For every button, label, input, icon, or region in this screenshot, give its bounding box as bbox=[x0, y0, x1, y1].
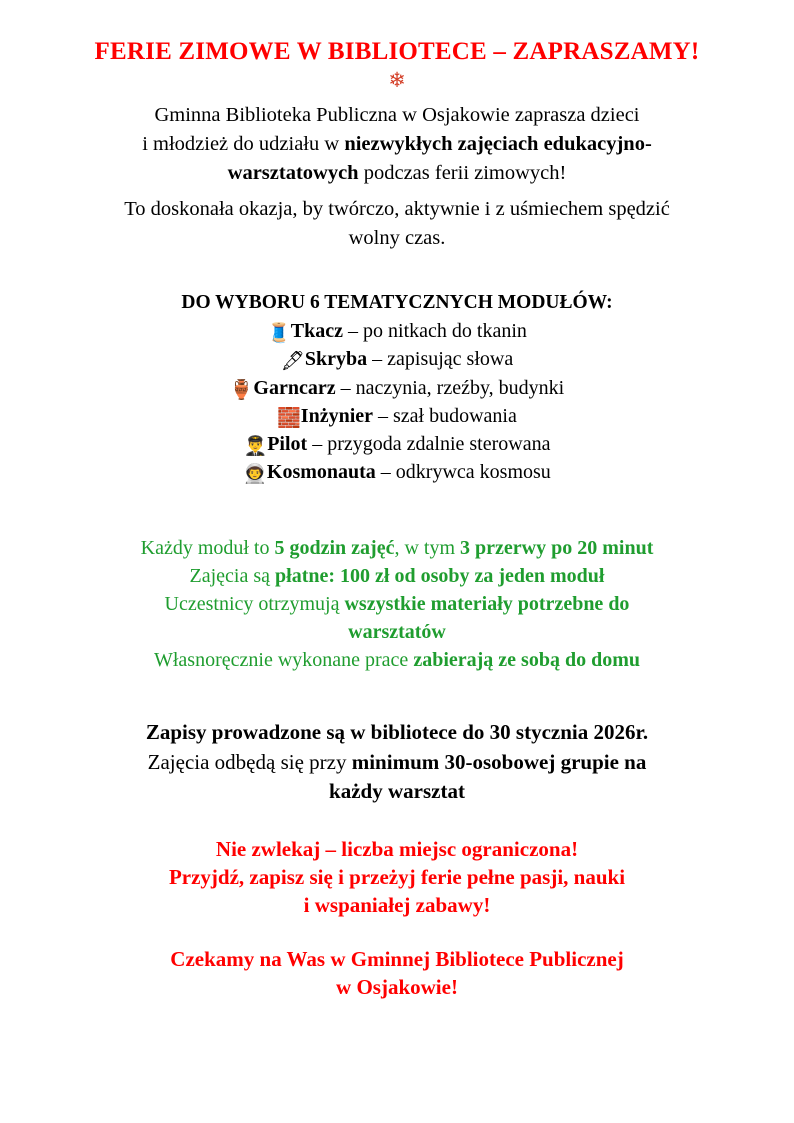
amphora-icon: 🏺 bbox=[229, 378, 254, 401]
modules-list bbox=[40, 318, 754, 487]
module-name: Kosmonauta bbox=[266, 461, 376, 484]
fountain-pen-icon: 🖋 bbox=[280, 350, 305, 373]
enrollment-line-2 bbox=[54, 748, 740, 776]
details-line-2-bold: płatne: 100 zł od osoby za jeden moduł bbox=[275, 565, 605, 588]
details-line-2 bbox=[50, 563, 744, 590]
module-desc: – odkrywca kosmosu bbox=[375, 461, 551, 484]
details-line-5-pre: Własnoręcznie wykonane prace bbox=[154, 649, 414, 672]
astronaut-icon: 👨‍🚀 bbox=[243, 463, 267, 486]
details-line-5-bold: zabierają ze sobą do domu bbox=[413, 649, 640, 672]
list-item bbox=[40, 318, 754, 346]
call-to-action-block bbox=[60, 835, 734, 1002]
intro-line-1 bbox=[50, 102, 744, 129]
module-desc: – zapisując słowa bbox=[367, 348, 514, 371]
intro-line-3-post: podczas ferii zimowych! bbox=[358, 161, 567, 184]
list-item bbox=[40, 459, 754, 487]
module-name: Pilot bbox=[267, 432, 308, 455]
details-line-1 bbox=[50, 535, 744, 562]
intro-line-2 bbox=[50, 131, 744, 158]
enrollment-line-1: Zapisy prowadzone są w bibliotece do 30 stycznia 2026r. bbox=[145, 720, 649, 745]
intro-line-3-bold: warsztatowych bbox=[227, 161, 359, 184]
cta-line-1: Nie zwlekaj – liczba miejsc ograniczona! bbox=[215, 836, 579, 861]
details-line-1-mid: , w tym bbox=[394, 537, 461, 560]
closing-line-2: w Osjakowie! bbox=[336, 975, 458, 1000]
details-line-5 bbox=[50, 647, 744, 674]
page-title: FERIE ZIMOWE W BIBLIOTECE – ZAPRASZAMY! bbox=[94, 38, 700, 65]
list-item bbox=[40, 403, 754, 431]
enrollment-line-3 bbox=[54, 777, 740, 805]
intro-line-3 bbox=[50, 160, 744, 187]
intro-paragraph bbox=[50, 102, 744, 252]
list-item bbox=[40, 431, 754, 459]
pilot-icon: 👨‍✈️ bbox=[243, 434, 268, 457]
details-line-4 bbox=[50, 619, 744, 646]
enrollment-block bbox=[54, 718, 740, 804]
details-line-3-bold: wszystkie materiały potrzebne do bbox=[344, 593, 630, 616]
intro-line-2-bold: niezwykłych zajęciach edukacyjno- bbox=[344, 132, 652, 155]
snowflake-icon: ❄ bbox=[388, 67, 406, 92]
module-name: Garncarz bbox=[253, 376, 336, 399]
details-line-3 bbox=[50, 591, 744, 618]
details-line-4-bold: warsztatów bbox=[348, 621, 446, 644]
module-name: Tkacz bbox=[290, 320, 344, 343]
module-desc: – przygoda zdalnie sterowana bbox=[307, 432, 551, 455]
intro-line-4 bbox=[50, 196, 744, 223]
details-line-2-pre: Zajęcia są bbox=[189, 565, 276, 588]
intro-line-1-text: Gminna Biblioteka Publiczna w Osjakowie zaprasza dzieci bbox=[154, 103, 640, 126]
details-block bbox=[50, 535, 744, 674]
intro-line-5-text: wolny czas. bbox=[348, 227, 446, 250]
closing-line-1: Czekamy na Was w Gminnej Bibliotece Publicznej bbox=[170, 947, 624, 972]
brick-icon: 🧱 bbox=[277, 406, 301, 429]
details-line-1-bold2: 3 przerwy po 20 minut bbox=[460, 537, 654, 560]
enrollment-line-3-bold: każdy warsztat bbox=[329, 778, 465, 803]
intro-line-5 bbox=[50, 225, 744, 252]
enrollment-line-2-bold: minimum 30-osobowej grupie na bbox=[351, 749, 647, 774]
enrollment-line-2-pre: Zajęcia odbędą się przy bbox=[147, 749, 352, 774]
details-line-1-bold1: 5 godzin zajęć bbox=[274, 537, 395, 560]
module-name: Inżynier bbox=[300, 404, 374, 427]
list-item bbox=[40, 346, 754, 374]
thread-spool-icon: 🧵 bbox=[267, 322, 291, 345]
details-line-1-pre: Każdy moduł to bbox=[140, 537, 275, 560]
details-line-3-pre: Uczestnicy otrzymują bbox=[164, 593, 345, 616]
intro-line-2-pre: i młodzież do udziału w bbox=[142, 132, 345, 155]
module-desc: – po nitkach do tkanin bbox=[343, 320, 527, 343]
cta-line-2: Przyjdź, zapisz się i przeżyj ferie pełne pasji, nauki bbox=[168, 864, 626, 889]
module-name: Skryba bbox=[304, 348, 368, 371]
modules-heading: DO WYBORU 6 TEMATYCZNYCH MODUŁÓW: bbox=[181, 292, 613, 314]
module-desc: – szał budowania bbox=[373, 404, 517, 427]
cta-line-3: i wspaniałej zabawy! bbox=[303, 893, 491, 918]
module-desc: – naczynia, rzeźby, budynki bbox=[335, 376, 565, 399]
list-item bbox=[40, 375, 754, 403]
intro-line-4-text: To doskonała okazja, by twórczo, aktywnie i z uśmiechem spędzić bbox=[124, 197, 670, 220]
